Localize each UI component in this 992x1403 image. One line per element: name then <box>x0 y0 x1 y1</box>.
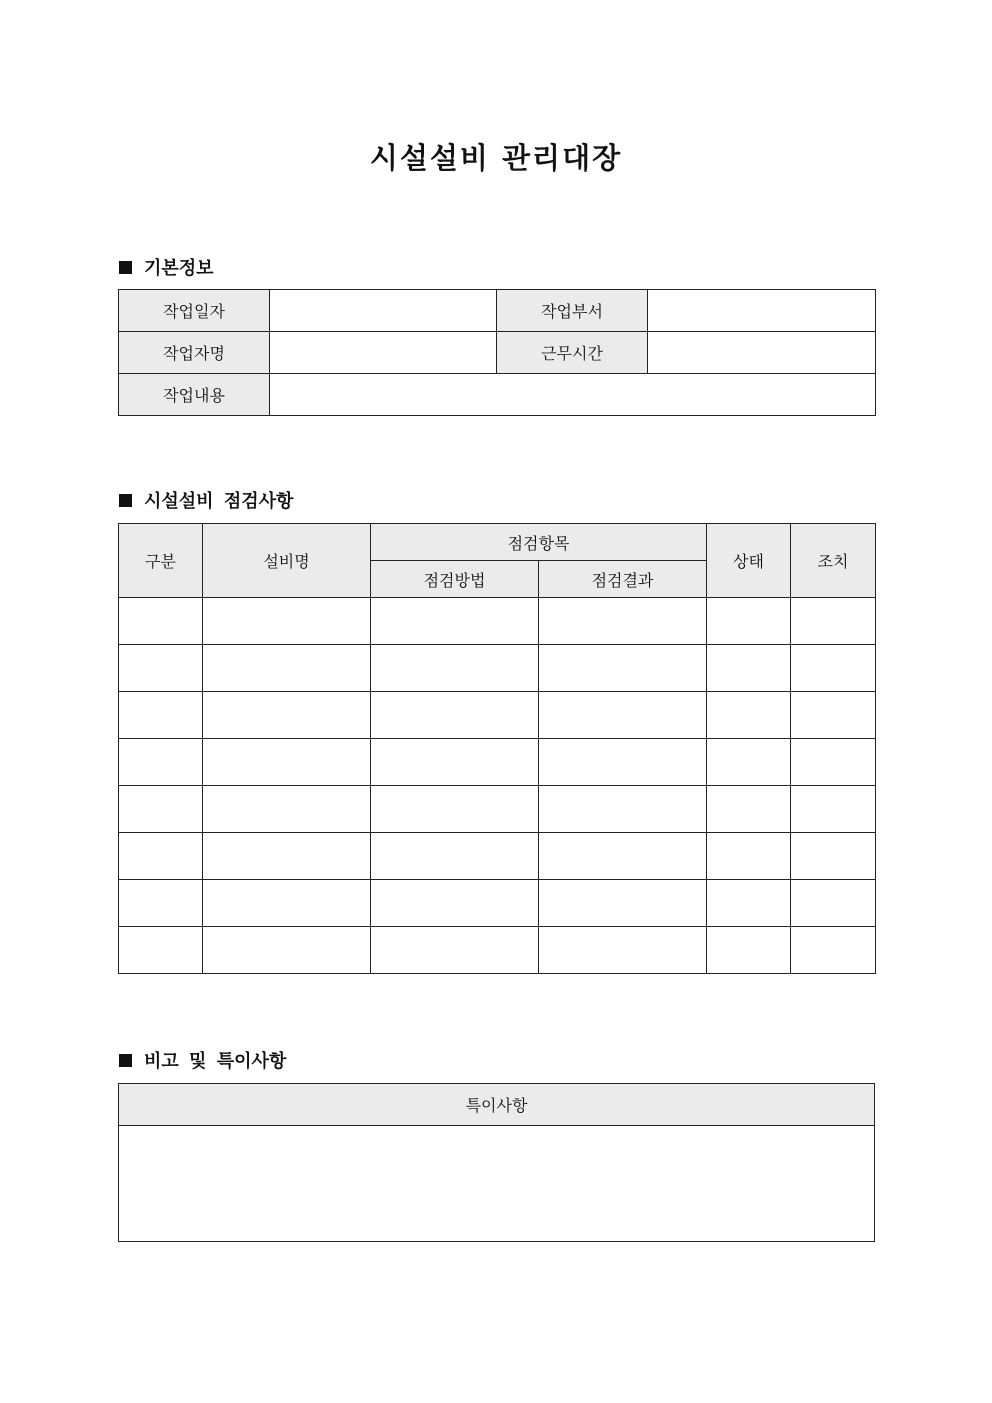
worker-name-field[interactable] <box>270 332 497 374</box>
table-cell[interactable] <box>371 880 539 927</box>
table-cell[interactable] <box>791 645 876 692</box>
section-heading-text: 기본정보 <box>144 258 214 279</box>
label-work-date: 작업일자 <box>119 290 270 332</box>
table-cell[interactable] <box>203 692 371 739</box>
col-header-action: 조치 <box>791 524 876 598</box>
table-cell[interactable] <box>119 739 203 786</box>
table-cell[interactable] <box>119 598 203 645</box>
label-work-hours: 근무시간 <box>497 332 648 374</box>
table-cell[interactable] <box>371 786 539 833</box>
label-worker-name: 작업자명 <box>119 332 270 374</box>
col-header-category: 구분 <box>119 524 203 598</box>
table-cell[interactable] <box>203 645 371 692</box>
table-cell[interactable] <box>203 598 371 645</box>
table-cell[interactable] <box>119 927 203 974</box>
inspection-table <box>118 523 876 974</box>
section-heading-remarks <box>119 1047 286 1073</box>
work-content-field[interactable] <box>270 374 876 416</box>
table-cell[interactable] <box>791 833 876 880</box>
table-row <box>119 598 876 645</box>
table-cell[interactable] <box>119 880 203 927</box>
square-bullet-icon <box>119 494 132 507</box>
table-cell[interactable] <box>119 645 203 692</box>
table-cell[interactable] <box>203 739 371 786</box>
table-row <box>119 739 876 786</box>
table-row <box>119 880 876 927</box>
label-work-dept: 작업부서 <box>497 290 648 332</box>
table-cell[interactable] <box>119 833 203 880</box>
col-header-method: 점검방법 <box>371 561 539 598</box>
table-cell[interactable] <box>539 927 707 974</box>
col-header-items: 점검항목 <box>371 524 707 561</box>
table-row <box>119 645 876 692</box>
table-cell[interactable] <box>203 786 371 833</box>
table-cell[interactable] <box>203 833 371 880</box>
table-cell[interactable] <box>707 739 791 786</box>
table-cell[interactable] <box>371 739 539 786</box>
table-cell[interactable] <box>371 598 539 645</box>
table-row <box>119 833 876 880</box>
col-header-result: 점검결과 <box>539 561 707 598</box>
work-dept-field[interactable] <box>648 290 876 332</box>
table-cell[interactable] <box>791 739 876 786</box>
page-title: 시설설비 관리대장 <box>369 141 623 175</box>
table-cell[interactable] <box>539 786 707 833</box>
square-bullet-icon <box>119 261 132 274</box>
table-cell[interactable] <box>119 786 203 833</box>
section-heading-inspection <box>119 487 293 513</box>
remarks-header: 특이사항 <box>119 1084 875 1126</box>
basic-info-table <box>118 289 876 416</box>
col-header-status: 상태 <box>707 524 791 598</box>
table-cell[interactable] <box>371 692 539 739</box>
table-cell[interactable] <box>119 692 203 739</box>
table-row <box>119 927 876 974</box>
work-date-field[interactable] <box>270 290 497 332</box>
table-cell[interactable] <box>539 692 707 739</box>
square-bullet-icon <box>119 1054 132 1067</box>
label-work-content: 작업내용 <box>119 374 270 416</box>
section-heading-text: 시설설비 점검사항 <box>144 491 294 512</box>
table-cell[interactable] <box>539 739 707 786</box>
table-cell[interactable] <box>707 833 791 880</box>
table-cell[interactable] <box>371 927 539 974</box>
table-cell[interactable] <box>707 786 791 833</box>
remarks-table <box>118 1083 875 1242</box>
section-heading-basic <box>119 254 214 280</box>
table-cell[interactable] <box>791 880 876 927</box>
table-row <box>119 786 876 833</box>
section-heading-text: 비고 및 특이사항 <box>144 1051 287 1072</box>
table-cell[interactable] <box>707 598 791 645</box>
table-cell[interactable] <box>539 880 707 927</box>
table-cell[interactable] <box>791 598 876 645</box>
table-cell[interactable] <box>791 927 876 974</box>
table-cell[interactable] <box>371 833 539 880</box>
table-cell[interactable] <box>539 645 707 692</box>
table-cell[interactable] <box>707 880 791 927</box>
table-cell[interactable] <box>203 927 371 974</box>
table-cell[interactable] <box>707 692 791 739</box>
remarks-body-field[interactable] <box>119 1126 875 1242</box>
table-cell[interactable] <box>707 927 791 974</box>
table-cell[interactable] <box>203 880 371 927</box>
table-cell[interactable] <box>791 786 876 833</box>
table-cell[interactable] <box>539 598 707 645</box>
col-header-equipment: 설비명 <box>203 524 371 598</box>
work-hours-field[interactable] <box>648 332 876 374</box>
table-row <box>119 692 876 739</box>
table-cell[interactable] <box>791 692 876 739</box>
table-cell[interactable] <box>539 833 707 880</box>
table-cell[interactable] <box>371 645 539 692</box>
table-cell[interactable] <box>707 645 791 692</box>
